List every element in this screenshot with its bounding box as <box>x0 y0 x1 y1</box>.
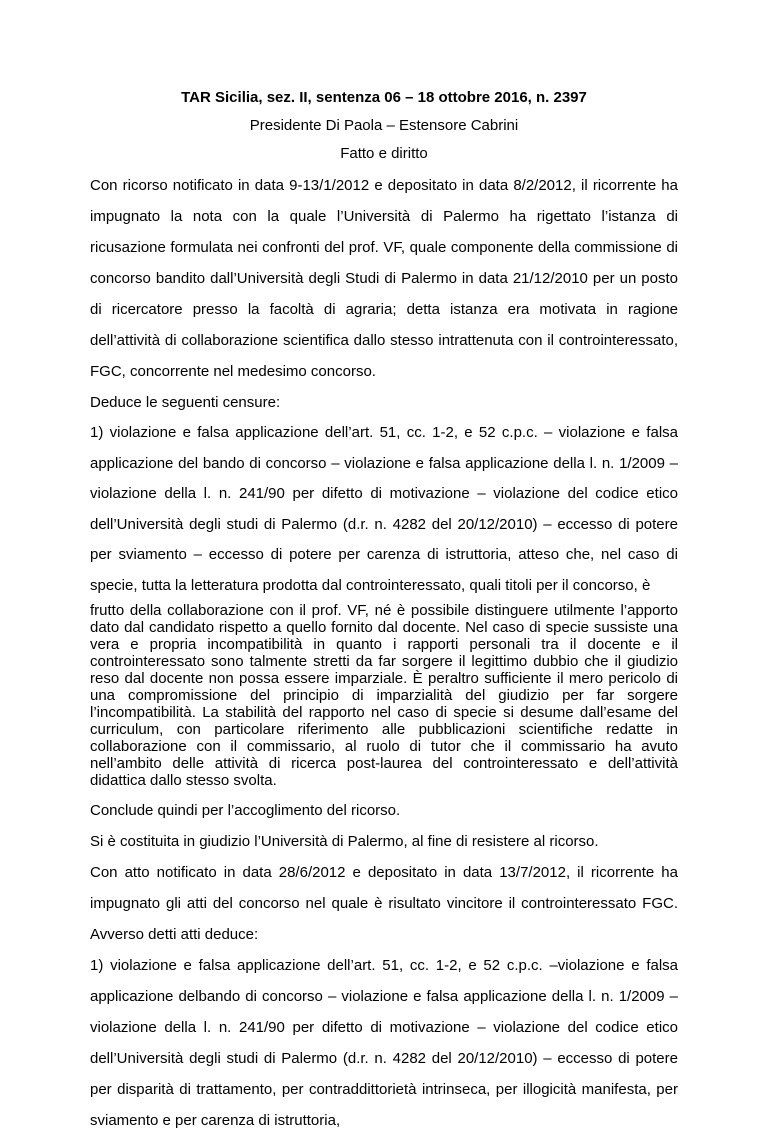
paragraph-7: Con atto notificato in data 28/6/2012 e depositato in data 13/7/2012, il ricorrente ha impugnato gli atti del concorso nel quale è risultato vincitore il controinteressato FGC. Avverso detti atti deduce: <box>90 864 678 943</box>
document-title: TAR Sicilia, sez. II, sentenza 06 – 18 ottobre 2016, n. 2397 <box>181 89 587 106</box>
paragraph-4: frutto della collaborazione con il prof. VF, né è possibile distinguere utilmente l’apporto dato dal candidato rispetto a quello fornito dal docente. Nel caso di specie sussiste una vera e propria incompatibilità in quanto i rapporti personali tra il docente e il controinteressato sono talmente stretti da far sorgere il legittimo dubbio che il giudizio reso dal docente non possa essere imparziale. È peraltro sufficiente il mero pericolo di una compromissione del principio di imparzialità del giudizio per far sorgere l’incompatibilità. La stabilità del rapporto nel caso di specie si desume dall’esame del curriculum, con particolare riferimento alle pubblicazioni scientifiche redatte in collaborazione con il commissario, al ruolo di tutor che il commissario ha avuto nell’ambito delle attività di ricerca post-laurea del controinteressato e dell’attività didattica dallo stesso svolta. <box>90 602 678 789</box>
paragraph-3: 1) violazione e falsa applicazione dell’art. 51, cc. 1-2, e 52 c.p.c. – violazione e falsa applicazione del bando di concorso – violazione e falsa applicazione della l. n. 1/2009 – violazione della l. n. 241/90 per difetto di motivazione – violazione del codice etico dell’Università degli studi di Palermo (d.r. n. 4282 del 20/12/2010) – eccesso di potere per sviamento – eccesso di potere per carenza di istruttoria, atteso che, nel caso di specie, tutta la letteratura prodotta dal controinteressato, quali titoli per il concorso, è <box>90 424 678 594</box>
paragraph-2: Deduce le seguenti censure: <box>90 394 281 411</box>
paragraph-5: Conclude quindi per l’accoglimento del ricorso. <box>90 802 401 819</box>
paragraph-8: 1) violazione e falsa applicazione dell’art. 51, cc. 1-2, e 52 c.p.c. –violazione e falsa applicazione delbando di concorso – violazione e falsa applicazione della l. n. 1/2009 – violazione della l. n. 241/90 per difetto di motivazione – violazione del codice etico dell’Università degli studi di Palermo (d.r. n. 4282 del 20/12/2010) – eccesso di potere per disparità di trattamento, per contraddittorietà intrinseca, per illogicità manifesta, per sviamento e per carenza di istruttoria, <box>90 957 678 1129</box>
section-heading: Fatto e diritto <box>340 145 428 162</box>
paragraph-6: Si è costituita in giudizio l’Università di Palermo, al fine di resistere al ricorso. <box>90 833 599 850</box>
document-subtitle: Presidente Di Paola – Estensore Cabrini <box>249 117 519 134</box>
paragraph-1: Con ricorso notificato in data 9-13/1/2012 e depositato in data 8/2/2012, il ricorrente ha impugnato la nota con la quale l’Università di Palermo ha rigettato l’istanza di ricusazione formulata nei confronti del prof. VF, quale componente della commissione di concorso bandito dall’Università degli Studi di Palermo in data 21/12/2010 per un posto di ricercatore presso la facoltà di agraria; detta istanza era motivata in ragione dell’attività di collaborazione scientifica dallo stesso intrattenuta con il controinteressato, FGC, concorrente nel medesimo concorso. <box>90 177 678 380</box>
